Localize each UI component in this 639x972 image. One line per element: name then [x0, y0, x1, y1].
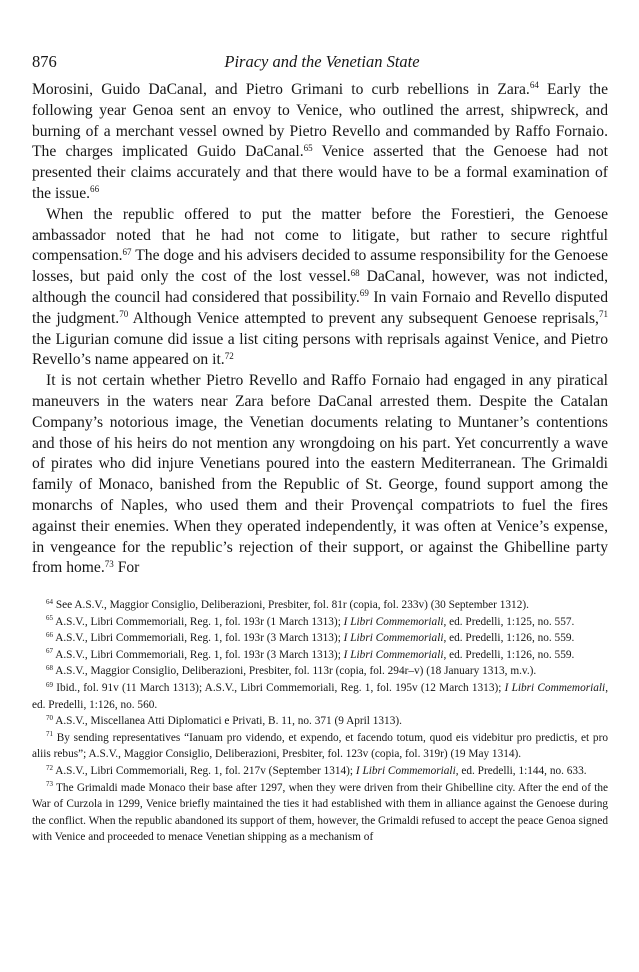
text-run: See A.S.V., Maggior Consiglio, Deliberazioni, Presbiter, fol. 81r (copia, fol. 233v) (30 September 1312).: [53, 599, 529, 611]
text-run: , ed. Predelli, 1:126, no. 559.: [443, 632, 575, 645]
italic-title: I Libri Commemoriali: [504, 681, 606, 694]
footnote-marker: 68: [350, 267, 360, 278]
body-text: [32, 80, 608, 579]
text-run: , ed. Predelli, 1:144, no. 633.: [455, 764, 587, 777]
footnote-marker: 69: [46, 680, 53, 689]
text-run: Morosini, Guido DaCanal, and Pietro Grimani to curb rebellions in Zara.: [32, 81, 530, 98]
text-run: Although Venice attempted to prevent any subsequent Genoese reprisals,: [128, 309, 599, 327]
text-run: The Grimaldi made Monaco their base after 1297, when they were driven from their Ghibelline city. After the end of the War of Curzola in 1299, Venice briefly maintained the ties it had established with them in alliance against the Genoese during the conflict. When the republic abandoned its support of them, however, the Grimaldi refused to accept the peace Genoa signed with Venice and proceeded to menace Venetian shipping as a mechanism of: [32, 781, 608, 844]
text-run: By sending representatives “Ianuam pro videndo, et expendo, et facendo totum, quod eis videbitur pro predictis, et pro aliis rebus”; A.S.V., Maggior Consiglio, Deliberazioni, Presbiter, fol. 123v (copia, fol. 319r) (19 May 1314).: [32, 731, 608, 761]
running-header: [32, 50, 612, 74]
footnote: [32, 663, 608, 680]
italic-title: I Libri Commemoriali: [343, 615, 444, 628]
footnote: [32, 780, 608, 846]
text-run: A.S.V., Libri Commemoriali, Reg. 1, fol. 193r (1 March 1313);: [53, 615, 344, 628]
footnote: [32, 730, 608, 763]
body-paragraph: [32, 80, 608, 205]
text-run: A.S.V., Libri Commemoriali, Reg. 1, fol. 193r (3 March 1313);: [53, 632, 344, 645]
footnote-marker: 73: [46, 780, 53, 789]
footnote-marker: 68: [46, 664, 53, 673]
footnote: [32, 647, 608, 664]
footnote: [32, 680, 608, 713]
text-run: the Ligurian comune did issue a list citing persons with reprisals against Venice, and Pietro Revello’s name appeared on it.: [32, 330, 608, 369]
footnote-marker: 71: [598, 309, 608, 320]
text-run: A.S.V., Miscellanea Atti Diplomatici e Privati, B. 11, no. 371 (9 April 1313).: [53, 715, 402, 728]
body-paragraph: [32, 205, 608, 371]
italic-title: I Libri Commemoriali: [343, 632, 444, 645]
footnote-marker: 67: [122, 246, 132, 257]
text-run: Ibid., fol. 91v (11 March 1313); A.S.V., Libri Commemoriali, Reg. 1, fol. 195v (12 March 1313);: [53, 681, 505, 694]
footnote-marker: 65: [303, 142, 313, 153]
page-number: 876: [32, 52, 57, 71]
footnote-marker: 69: [359, 288, 369, 299]
footnote-marker: 72: [46, 763, 53, 772]
footnote-marker: 66: [90, 184, 100, 195]
running-title: Piracy and the Venetian State: [224, 52, 420, 71]
footnote-marker: 65: [46, 614, 53, 623]
footnote: [32, 597, 608, 614]
footnote-marker: 66: [46, 630, 53, 639]
text-run: In vain Fornaio and Revello disputed the judgment.: [32, 288, 608, 327]
footnote-marker: 70: [46, 713, 53, 722]
text-run: A.S.V., Maggior Consiglio, Deliberazioni, Presbiter, fol. 113r (copia, fol. 294r–v) (18 January 1313, m.v.).: [53, 665, 537, 678]
footnote-marker: 64: [46, 597, 53, 606]
italic-title: I Libri Commemoriali: [343, 648, 444, 661]
footnote-marker: 64: [529, 80, 539, 91]
text-run: The doge and his advisers decided to assume responsibility for the Genoese losses, but paid only the cost of the lost vessel.: [32, 247, 608, 286]
footnote: [32, 713, 608, 730]
text-run: A.S.V., Libri Commemoriali, Reg. 1, fol. 193r (3 March 1313);: [53, 648, 344, 661]
text-run: DaCanal, however, was not indicted, although the council had considered that possibility.: [32, 268, 608, 306]
footnotes: [32, 597, 608, 846]
footnote-marker: 71: [46, 730, 53, 739]
text-run: , ed. Predelli, 1:125, no. 557.: [443, 615, 575, 628]
text-run: For: [113, 559, 140, 577]
text-run: Venice asserted that the Genoese had not presented their claims accurately and that there would have to be a formal examination of the issue.: [32, 143, 608, 202]
footnote-marker: 73: [104, 558, 114, 569]
text-run: , ed. Predelli, 1:126, no. 560.: [32, 681, 609, 711]
footnote: [32, 614, 608, 631]
footnote-marker: 67: [46, 647, 53, 656]
text-run: Early the following year Genoa sent an envoy to Venice, who outlined the arrest, shipwreck, and burning of a merchant vessel owned by Pietro Revello and commanded by Raffo Fornaio. The charges implicated Guido DaCanal.: [32, 81, 608, 161]
footnote: [32, 630, 608, 647]
text-run: , ed. Predelli, 1:126, no. 559.: [443, 648, 575, 661]
footnote-marker: 70: [119, 309, 129, 320]
body-paragraph: [32, 371, 608, 579]
footnote: [32, 763, 608, 780]
text-run: A.S.V., Libri Commemoriali, Reg. 1, fol. 217v (September 1314);: [53, 764, 356, 777]
text-run: When the republic offered to put the matter before the Forestieri, the Genoese ambassador noted that he had not come to litigate, but rather to secure rightful compensation.: [32, 205, 608, 265]
text-run: It is not certain whether Pietro Revello and Raffo Fornaio had engaged in any piratical maneuvers in the waters near Zara before DaCanal arrested them. Despite the Catalan Company’s notorious image, the Venetian documents relating to Muntaner’s contentions and those of his heirs do not mention any wrongdoing on his part. Yet concurrently a wave of pirates who did injure Venetians poured into the eastern Mediterranean. The Grimaldi family of Monaco, banished from the Republic of St. George, found support among the monarchs of Naples, who used them and their Provençal compatriots to fuel the fires against their enemies. When they operated independently, it was often at Venice’s expense, in vengeance for the republic’s rejection of their support, or against the Ghibelline party from home.: [32, 372, 608, 577]
italic-title: I Libri Commemoriali: [355, 764, 456, 777]
footnote-marker: 72: [224, 350, 234, 361]
